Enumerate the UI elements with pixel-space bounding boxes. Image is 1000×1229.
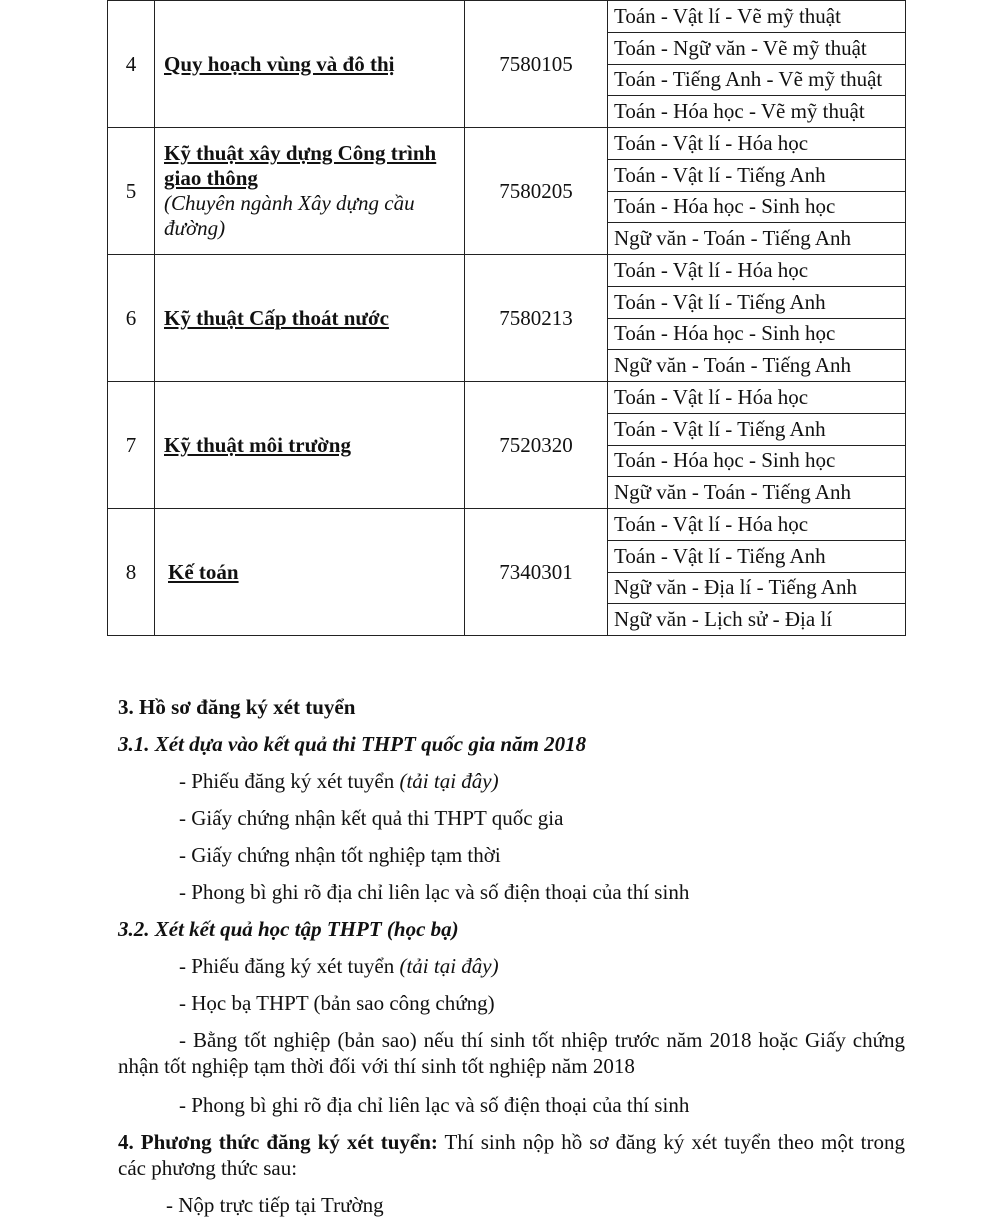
subject-combo: Toán - Vật lí - Vẽ mỹ thuật [608, 1, 906, 33]
list-item: - Phong bì ghi rõ địa chỉ liên lạc và số điện thoại của thí sinh [179, 1093, 690, 1117]
subject-combo: Toán - Ngữ văn - Vẽ mỹ thuật [608, 32, 906, 64]
major-code: 7580105 [465, 1, 608, 128]
section-3-1-heading: 3.1. Xét dựa vào kết quả thi THPT quốc gia năm 2018 [118, 732, 587, 756]
subject-combo: Toán - Hóa học - Sinh học [608, 318, 906, 350]
list-item: - Phong bì ghi rõ địa chỉ liên lạc và số điện thoại của thí sinh [179, 880, 690, 904]
list-item-text: - Phiếu đăng ký xét tuyển [179, 954, 400, 978]
subject-combo: Toán - Hóa học - Vẽ mỹ thuật [608, 96, 906, 128]
download-link[interactable]: (tải tại đây) [399, 769, 499, 793]
row-number: 8 [108, 509, 155, 636]
major-name-cell [155, 1, 465, 128]
list-item: - Giấy chứng nhận tốt nghiệp tạm thời [179, 843, 501, 867]
majors-table [107, 0, 906, 636]
table-row [108, 382, 906, 414]
section-4-text: Thí sinh nộp hồ sơ đăng ký xét tuyển theo một trong các phương thức sau: [118, 1130, 905, 1180]
subject-combo: Ngữ văn - Địa lí - Tiếng Anh [608, 572, 906, 604]
list-item-text: - Phiếu đăng ký xét tuyển [179, 769, 400, 793]
list-item: - Nộp trực tiếp tại Trường [166, 1193, 384, 1217]
major-code: 7340301 [465, 509, 608, 636]
subject-combo: Toán - Vật lí - Tiếng Anh [608, 413, 906, 445]
major-name-cell [155, 128, 465, 255]
list-item: - Bằng tốt nghiệp (bản sao) nếu thí sinh tốt nhiệp trước năm 2018 hoặc Giấy chứng nhận tốt nghiệp tạm thời đối với thí sinh tốt nghiệp năm 2018 [118, 1028, 905, 1078]
row-number: 4 [108, 1, 155, 128]
section-4-heading: 4. Phương thức đăng ký xét tuyển: [118, 1130, 438, 1154]
major-name: Kỹ thuật Cấp thoát nước [164, 305, 389, 330]
section-4-paragraph [118, 1129, 905, 1181]
row-number: 7 [108, 382, 155, 509]
download-link[interactable]: (tải tại đây) [399, 954, 499, 978]
list-item [118, 768, 966, 794]
row-number: 5 [108, 128, 155, 255]
section-3-2-heading: 3.2. Xét kết quả học tập THPT (học bạ) [118, 917, 459, 941]
subject-combo: Toán - Vật lí - Hóa học [608, 509, 906, 541]
table-row [108, 1, 906, 33]
subject-combo: Toán - Vật lí - Tiếng Anh [608, 540, 906, 572]
major-name-cell [155, 255, 465, 382]
major-name: Kỹ thuật môi trường [164, 432, 351, 457]
major-code: 7520320 [465, 382, 608, 509]
subject-combo: Toán - Tiếng Anh - Vẽ mỹ thuật [608, 64, 906, 96]
list-item [118, 953, 966, 979]
major-code: 7580205 [465, 128, 608, 255]
table-row [108, 509, 906, 541]
row-number: 6 [108, 255, 155, 382]
subject-combo: Toán - Hóa học - Sinh học [608, 445, 906, 477]
major-name: Quy hoạch vùng và đô thị [164, 51, 395, 76]
subject-combo: Toán - Hóa học - Sinh học [608, 191, 906, 223]
table-row [108, 255, 906, 287]
major-code: 7580213 [465, 255, 608, 382]
subject-combo: Toán - Vật lí - Hóa học [608, 128, 906, 160]
subject-combo: Toán - Vật lí - Tiếng Anh [608, 286, 906, 318]
subject-combo: Toán - Vật lí - Hóa học [608, 382, 906, 414]
major-name: Kỹ thuật xây dựng Công trình giao thông [164, 141, 437, 190]
subject-combo: Toán - Vật lí - Hóa học [608, 255, 906, 287]
subject-combo: Ngữ văn - Toán - Tiếng Anh [608, 477, 906, 509]
list-item: - Học bạ THPT (bản sao công chứng) [179, 991, 495, 1015]
major-note: (Chuyên ngành Xây dựng cầu đường) [164, 191, 415, 240]
subject-combo: Toán - Vật lí - Tiếng Anh [608, 159, 906, 191]
major-name-cell [155, 382, 465, 509]
major-name-cell [155, 509, 465, 636]
subject-combo: Ngữ văn - Toán - Tiếng Anh [608, 350, 906, 382]
list-item: - Giấy chứng nhận kết quả thi THPT quốc gia [179, 806, 564, 830]
subject-combo: Ngữ văn - Lịch sử - Địa lí [608, 604, 906, 636]
table-row [108, 128, 906, 160]
section-3-heading: 3. Hồ sơ đăng ký xét tuyển [118, 695, 356, 719]
subject-combo: Ngữ văn - Toán - Tiếng Anh [608, 223, 906, 255]
major-name: Kế toán [168, 559, 239, 584]
